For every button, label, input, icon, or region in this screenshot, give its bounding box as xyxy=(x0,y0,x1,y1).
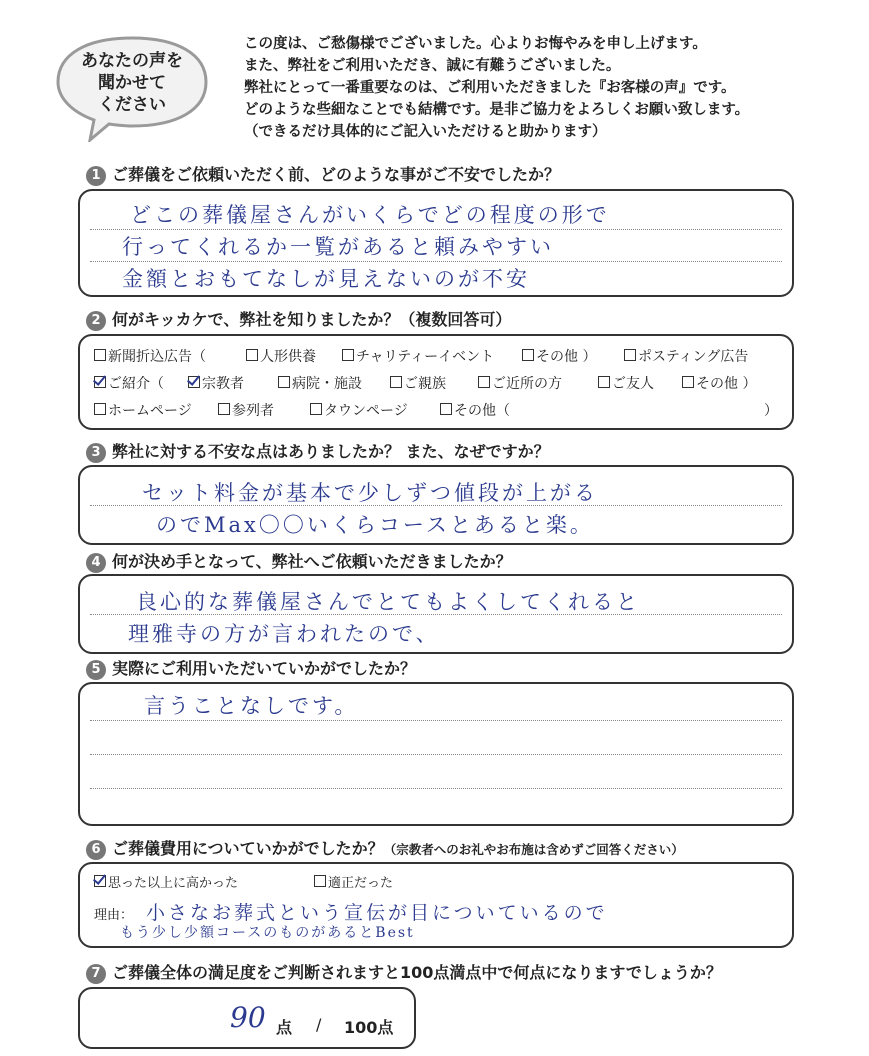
option-label: ポスティング広告 xyxy=(638,349,749,365)
question-note: （宗教者へのお礼やお布施は含めずご回答ください） xyxy=(383,842,684,857)
score-max: 100点 xyxy=(344,1018,394,1037)
question-2-title xyxy=(86,309,511,331)
option-label: 人形供養 xyxy=(260,349,316,365)
question-number-badge: 6 xyxy=(86,840,106,860)
handwritten-answer: 小さなお葬式という宣伝が目についているので xyxy=(146,902,608,924)
option-appropriate[interactable] xyxy=(314,872,393,891)
intro-line: この度は、ご愁傷様でございました。心よりお悔やみを申し上げます。 xyxy=(244,36,707,52)
option-attendee[interactable] xyxy=(218,400,274,420)
checkbox[interactable] xyxy=(310,403,322,415)
option-town-page[interactable] xyxy=(310,400,408,420)
checkbox[interactable] xyxy=(682,376,694,388)
question-1-title xyxy=(86,164,560,186)
question-6-title xyxy=(86,838,684,861)
checkbox[interactable] xyxy=(342,349,354,361)
q6-box xyxy=(78,862,794,948)
question-7-title xyxy=(86,962,722,984)
checkbox[interactable] xyxy=(478,376,490,388)
option-referral[interactable] xyxy=(94,373,164,393)
intro-text xyxy=(244,33,854,143)
checkbox[interactable] xyxy=(246,349,258,361)
handwritten-answer: 理雅寺の方が言われたので、 xyxy=(128,622,440,646)
question-number-badge: 2 xyxy=(86,311,106,331)
q2-options-box xyxy=(78,334,794,430)
q3-answer-box[interactable] xyxy=(78,465,794,545)
checkbox-checked[interactable] xyxy=(94,875,106,887)
question-text: ご葬儀費用についていかがでしたか？ xyxy=(112,839,384,858)
handwritten-answer: のでMax〇〇いくらコースとあると楽。 xyxy=(156,513,594,537)
bubble-heading xyxy=(52,50,212,116)
option-friends[interactable] xyxy=(598,373,654,393)
option-label: その他 ） xyxy=(696,376,757,392)
checkbox[interactable] xyxy=(94,403,106,415)
bubble-line: あなたの声を xyxy=(81,51,183,71)
q1-answer-box[interactable] xyxy=(78,189,794,297)
handwritten-answer: もう少し少額コースのものがあるとBest xyxy=(120,925,415,941)
question-number-badge: 1 xyxy=(86,166,106,186)
intro-line: どのような些細なことでも結構です。是非ご協力をよろしくお願い致します。 xyxy=(244,102,750,118)
option-newspaper[interactable] xyxy=(94,346,206,366)
question-number-badge: 4 xyxy=(86,553,106,573)
reason-label: 理由： xyxy=(94,908,134,923)
handwritten-answer: 言うことなしです。 xyxy=(144,694,359,718)
checkbox[interactable] xyxy=(314,875,326,887)
bubble-line: 聞かせて xyxy=(98,73,166,93)
option-doll-memorial[interactable] xyxy=(246,346,316,366)
option-label: ご親族 xyxy=(404,376,446,392)
question-text: 実際にご利用いただいていかがでしたか？ xyxy=(112,659,417,678)
option-homepage[interactable] xyxy=(94,400,192,420)
question-number-badge: 5 xyxy=(86,660,106,680)
handwritten-score: 90 xyxy=(230,1001,266,1034)
option-label: 適正だった xyxy=(328,876,394,891)
checkbox[interactable] xyxy=(94,349,106,361)
option-label: ご紹介（ xyxy=(108,376,164,392)
option-religious[interactable] xyxy=(188,373,244,393)
option-label: 思った以上に高かった xyxy=(108,876,239,891)
q4-answer-box[interactable] xyxy=(78,574,794,654)
question-number-badge: 3 xyxy=(86,443,106,463)
question-5-title xyxy=(86,658,416,680)
option-label: 参列者 xyxy=(232,403,274,419)
checkbox[interactable] xyxy=(598,376,610,388)
checkbox[interactable] xyxy=(522,349,534,361)
option-label: 宗教者 xyxy=(202,376,244,392)
question-text: 弊社に対する不安な点はありましたか？ また、なぜですか？ xyxy=(112,442,550,461)
score-separator: / xyxy=(316,1015,322,1034)
checkbox-checked[interactable] xyxy=(94,376,106,388)
question-number-badge: 7 xyxy=(86,964,106,984)
checkbox[interactable] xyxy=(624,349,636,361)
option-label: ご友人 xyxy=(612,376,654,392)
option-posting-ad[interactable] xyxy=(624,346,748,366)
option-label: ホームページ xyxy=(108,403,192,419)
option-label: 新聞折込広告（ xyxy=(108,349,206,365)
question-text: ご葬儀全体の満足度をご判断されますと100点満点中で何点になりますでしょうか？ xyxy=(112,963,722,982)
intro-line: 弊社にとって一番重要なのは、ご利用いただきました『お客様の声』です。 xyxy=(244,80,736,96)
option-too-expensive[interactable] xyxy=(94,872,238,891)
handwritten-answer: 良心的な葬儀屋さんでとてもよくしてくれると xyxy=(136,590,640,614)
checkbox[interactable] xyxy=(218,403,230,415)
intro-line: （できるだけ具体的にご記入いただけると助かります） xyxy=(244,124,607,140)
question-text: 何がキッカケで、弊社を知りましたか？（複数回答可） xyxy=(112,310,512,329)
q5-answer-box[interactable] xyxy=(78,682,794,826)
checkbox-checked[interactable] xyxy=(188,376,200,388)
option-other-1[interactable] xyxy=(522,346,596,366)
question-4-title xyxy=(86,551,512,573)
checkbox[interactable] xyxy=(440,403,452,415)
handwritten-answer: どこの葬儀屋さんがいくらでどの程度の形で xyxy=(130,203,610,227)
checkbox[interactable] xyxy=(278,376,290,388)
option-other-2[interactable] xyxy=(682,373,756,393)
option-label: その他（ xyxy=(454,403,510,419)
option-relatives[interactable] xyxy=(390,373,446,393)
score-unit: 点 xyxy=(276,1018,293,1037)
option-label: タウンページ xyxy=(324,403,408,419)
option-other-3[interactable] xyxy=(440,400,510,420)
option-label: 病院・施設 xyxy=(292,376,362,392)
question-3-title xyxy=(86,441,550,463)
handwritten-answer: 行ってくれるか一覧があると頼みやすい xyxy=(122,235,554,259)
paren-close: ） xyxy=(764,403,778,419)
handwritten-answer: セット料金が基本で少しずつ値段が上がる xyxy=(142,481,598,505)
option-charity-event[interactable] xyxy=(342,346,494,366)
checkbox[interactable] xyxy=(390,376,402,388)
option-label: その他 ） xyxy=(536,349,597,365)
intro-line: また、弊社をご利用いただき、誠に有難うございました。 xyxy=(244,58,621,74)
option-label: ご近所の方 xyxy=(492,376,562,392)
question-text: ご葬儀をご依頼いただく前、どのような事がご不安でしたか？ xyxy=(112,165,561,184)
option-neighbors[interactable] xyxy=(478,373,562,393)
option-label: チャリティーイベント xyxy=(356,349,495,365)
q7-score-box[interactable] xyxy=(78,987,416,1049)
option-hospital[interactable] xyxy=(278,373,362,393)
handwritten-answer: 金額とおもてなしが見えないのが不安 xyxy=(122,267,530,291)
bubble-line: ください xyxy=(98,95,166,115)
question-text: 何が決め手となって、弊社へご依頼いただきましたか？ xyxy=(112,552,512,571)
